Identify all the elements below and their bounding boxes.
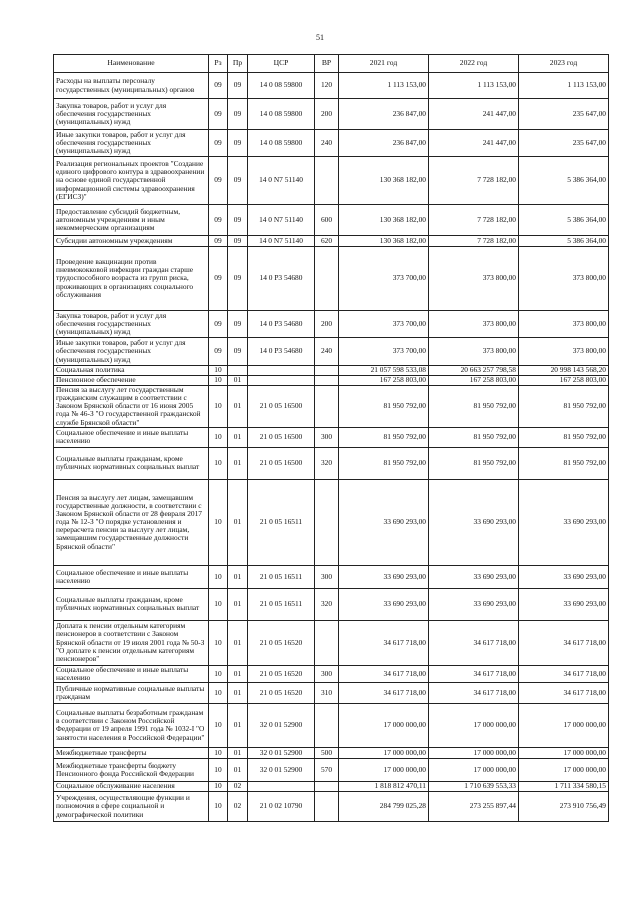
table-row: [54, 386, 609, 428]
row-name: Социальное обеспечение и иные выплаты населению: [54, 427, 209, 447]
row-2022: 7 728 182,00: [429, 205, 519, 236]
row-2023: 33 690 293,00: [519, 479, 609, 565]
row-vr: 310: [315, 682, 339, 703]
row-2021: 373 700,00: [339, 338, 429, 366]
row-csr: 21 0 05 16500: [248, 427, 315, 447]
table-row: [54, 447, 609, 479]
row-2022: 373 800,00: [429, 247, 519, 311]
row-2023: 81 950 792,00: [519, 427, 609, 447]
row-rz: 10: [209, 747, 228, 758]
row-vr: [315, 479, 339, 565]
row-name: Межбюджетные трансферты бюджету Пенсионного фонда Российской Федерации: [54, 758, 209, 781]
row-name: Закупка товаров, работ и услуг для обеспечения государственных (муниципальных) нужд: [54, 311, 209, 338]
header-pr: Пр: [228, 55, 248, 73]
row-pr: 01: [228, 758, 248, 781]
row-2023: 34 617 718,00: [519, 620, 609, 665]
row-2023: 373 800,00: [519, 311, 609, 338]
table-header-row: [54, 55, 609, 73]
row-2023: 81 950 792,00: [519, 447, 609, 479]
row-name: Пенсия за выслугу лет государственным гражданским служащим в соответствии с Законом Брянской области от 16 июня 2005 года № 46-З "О государственной гражданской службе Брянской области": [54, 386, 209, 428]
row-rz: 09: [209, 73, 228, 99]
row-2021: 21 057 598 533,08: [339, 366, 429, 376]
row-rz: 09: [209, 311, 228, 338]
row-pr: 09: [228, 99, 248, 130]
table-row: [54, 99, 609, 130]
table-row: [54, 479, 609, 565]
row-csr: 21 0 05 16520: [248, 682, 315, 703]
header-year-2023: 2023 год: [519, 55, 609, 73]
row-csr: 21 0 05 16500: [248, 447, 315, 479]
row-pr: 09: [228, 205, 248, 236]
row-pr: 09: [228, 157, 248, 205]
row-2021: 33 690 293,00: [339, 588, 429, 620]
row-csr: 21 0 05 16500: [248, 386, 315, 428]
row-2023: 34 617 718,00: [519, 682, 609, 703]
row-2022: 81 950 792,00: [429, 386, 519, 428]
row-2021: 81 950 792,00: [339, 447, 429, 479]
row-vr: 120: [315, 73, 339, 99]
row-pr: 01: [228, 386, 248, 428]
row-csr: 21 0 05 16511: [248, 479, 315, 565]
row-csr: 21 0 05 16511: [248, 565, 315, 588]
page-number: 51: [316, 33, 324, 42]
row-2022: 81 950 792,00: [429, 447, 519, 479]
row-rz: 10: [209, 366, 228, 376]
row-rz: 09: [209, 236, 228, 247]
row-vr: 500: [315, 747, 339, 758]
row-2023: 235 647,00: [519, 99, 609, 130]
row-vr: [315, 366, 339, 376]
header-year-2021: 2021 год: [339, 55, 429, 73]
row-csr: 14 0 N7 51140: [248, 236, 315, 247]
row-2023: 20 998 143 568,20: [519, 366, 609, 376]
row-2022: 17 000 000,00: [429, 703, 519, 747]
row-2023: 17 000 000,00: [519, 703, 609, 747]
row-2021: 373 700,00: [339, 247, 429, 311]
row-rz: 10: [209, 565, 228, 588]
row-vr: 240: [315, 130, 339, 157]
row-name: Закупка товаров, работ и услуг для обеспечения государственных (муниципальных) нужд: [54, 99, 209, 130]
row-2023: 1 113 153,00: [519, 73, 609, 99]
row-2023: 373 800,00: [519, 247, 609, 311]
row-name: Социальное обеспечение и иные выплаты населению: [54, 565, 209, 588]
row-name: Доплата к пенсии отдельным категориям пенсионеров в соответствии с Законом Брянской области от 19 июля 2001 года № 50-З "О доплате к пенсии отдельным категориям пенсионеров": [54, 620, 209, 665]
row-csr: 32 0 01 52900: [248, 747, 315, 758]
row-2022: 20 663 257 798,58: [429, 366, 519, 376]
row-csr: 32 0 01 52900: [248, 758, 315, 781]
row-pr: 01: [228, 620, 248, 665]
row-2021: 81 950 792,00: [339, 386, 429, 428]
table-row: [54, 247, 609, 311]
table-row: [54, 236, 609, 247]
row-csr: 14 0 P3 54680: [248, 311, 315, 338]
table-row: [54, 427, 609, 447]
row-rz: 09: [209, 99, 228, 130]
row-pr: 09: [228, 247, 248, 311]
header-vr: ВР: [315, 55, 339, 73]
row-pr: 09: [228, 73, 248, 99]
row-vr: 300: [315, 427, 339, 447]
row-2021: 1 113 153,00: [339, 73, 429, 99]
row-vr: [315, 791, 339, 821]
row-vr: [315, 703, 339, 747]
table-row: [54, 665, 609, 682]
row-2022: 373 800,00: [429, 338, 519, 366]
row-pr: 01: [228, 479, 248, 565]
row-2023: 373 800,00: [519, 338, 609, 366]
row-rz: 09: [209, 205, 228, 236]
row-csr: 21 0 05 16511: [248, 588, 315, 620]
row-csr: 21 0 05 16520: [248, 620, 315, 665]
table-row: [54, 747, 609, 758]
row-2022: 241 447,00: [429, 130, 519, 157]
row-2021: 1 818 812 470,11: [339, 781, 429, 791]
row-name: Реализация региональных проектов "Создание единого цифрового контура в здравоохранении на основе единой государственной информационной системы здравоохранения (ЕГИСЗ)": [54, 157, 209, 205]
row-2022: 81 950 792,00: [429, 427, 519, 447]
row-rz: 09: [209, 338, 228, 366]
row-rz: 09: [209, 130, 228, 157]
row-name: Иные закупки товаров, работ и услуг для обеспечения государственных (муниципальных) нужд: [54, 338, 209, 366]
row-2022: 34 617 718,00: [429, 620, 519, 665]
row-2021: 130 368 182,00: [339, 157, 429, 205]
row-csr: 21 0 05 16520: [248, 665, 315, 682]
row-csr: 14 0 N7 51140: [248, 157, 315, 205]
row-vr: 570: [315, 758, 339, 781]
row-2021: 17 000 000,00: [339, 703, 429, 747]
row-name: Учреждения, осуществляющие функции и полномочия в сфере социальной и демографической политики: [54, 791, 209, 821]
row-2023: 235 647,00: [519, 130, 609, 157]
row-2023: 1 711 334 580,15: [519, 781, 609, 791]
row-rz: 09: [209, 157, 228, 205]
row-pr: 02: [228, 791, 248, 821]
row-2021: 34 617 718,00: [339, 620, 429, 665]
row-csr: 14 0 N7 51140: [248, 205, 315, 236]
row-2021: 167 258 803,00: [339, 376, 429, 386]
row-pr: 01: [228, 703, 248, 747]
row-rz: 10: [209, 479, 228, 565]
row-vr: 620: [315, 236, 339, 247]
row-2022: 34 617 718,00: [429, 682, 519, 703]
table-row: [54, 791, 609, 821]
row-2023: 81 950 792,00: [519, 386, 609, 428]
row-2022: 241 447,00: [429, 99, 519, 130]
row-vr: [315, 376, 339, 386]
row-csr: 14 0 P3 54680: [248, 247, 315, 311]
table-row: [54, 376, 609, 386]
row-rz: 10: [209, 758, 228, 781]
row-name: Социальные выплаты гражданам, кроме публичных нормативных социальных выплат: [54, 447, 209, 479]
row-rz: 10: [209, 427, 228, 447]
row-2022: 7 728 182,00: [429, 236, 519, 247]
table-row: [54, 758, 609, 781]
row-name: Публичные нормативные социальные выплаты гражданам: [54, 682, 209, 703]
row-2023: 167 258 803,00: [519, 376, 609, 386]
budget-table: [53, 54, 609, 822]
row-name: Социальные выплаты гражданам, кроме публичных нормативных социальных выплат: [54, 588, 209, 620]
table-row: [54, 682, 609, 703]
row-rz: 10: [209, 791, 228, 821]
row-2022: 33 690 293,00: [429, 565, 519, 588]
row-2023: 17 000 000,00: [519, 747, 609, 758]
row-2022: 34 617 718,00: [429, 665, 519, 682]
table-row: [54, 588, 609, 620]
row-vr: 320: [315, 588, 339, 620]
row-2022: 1 113 153,00: [429, 73, 519, 99]
row-2021: 17 000 000,00: [339, 758, 429, 781]
row-rz: 10: [209, 781, 228, 791]
row-name: Социальные выплаты безработным гражданам в соответствии с Законом Российской Федерации от 19 апреля 1991 года № 1032-I "О занятости населения в Российской Федерации": [54, 703, 209, 747]
table-row: [54, 338, 609, 366]
table-row: [54, 130, 609, 157]
row-2021: 373 700,00: [339, 311, 429, 338]
row-rz: 10: [209, 682, 228, 703]
row-2023: 34 617 718,00: [519, 665, 609, 682]
row-name: Социальная политика: [54, 366, 209, 376]
row-csr: [248, 366, 315, 376]
table-row: [54, 703, 609, 747]
row-2021: 33 690 293,00: [339, 565, 429, 588]
header-year-2022: 2022 год: [429, 55, 519, 73]
row-csr: 14 0 08 59800: [248, 130, 315, 157]
row-2023: 273 910 756,49: [519, 791, 609, 821]
row-2022: 373 800,00: [429, 311, 519, 338]
row-2021: 81 950 792,00: [339, 427, 429, 447]
row-pr: 09: [228, 311, 248, 338]
row-name: Социальное обеспечение и иные выплаты населению: [54, 665, 209, 682]
row-pr: 01: [228, 665, 248, 682]
row-2022: 167 258 803,00: [429, 376, 519, 386]
row-vr: 240: [315, 338, 339, 366]
header-rz: Рз: [209, 55, 228, 73]
row-2023: 17 000 000,00: [519, 758, 609, 781]
table-row: [54, 157, 609, 205]
table-row: [54, 781, 609, 791]
row-2023: 5 386 364,00: [519, 205, 609, 236]
row-2021: 34 617 718,00: [339, 682, 429, 703]
row-pr: [228, 366, 248, 376]
row-vr: 200: [315, 311, 339, 338]
row-pr: 09: [228, 338, 248, 366]
row-pr: 01: [228, 565, 248, 588]
row-rz: 10: [209, 376, 228, 386]
row-rz: 10: [209, 386, 228, 428]
row-vr: [315, 620, 339, 665]
row-rz: 10: [209, 665, 228, 682]
row-csr: 14 0 08 59800: [248, 99, 315, 130]
row-vr: [315, 247, 339, 311]
row-rz: 10: [209, 703, 228, 747]
row-name: Пенсионное обеспечение: [54, 376, 209, 386]
row-2022: 273 255 897,44: [429, 791, 519, 821]
row-vr: [315, 386, 339, 428]
header-csr: ЦСР: [248, 55, 315, 73]
table-row: [54, 366, 609, 376]
row-2023: 5 386 364,00: [519, 157, 609, 205]
row-pr: 01: [228, 427, 248, 447]
row-name: Иные закупки товаров, работ и услуг для обеспечения государственных (муниципальных) нужд: [54, 130, 209, 157]
row-2022: 7 728 182,00: [429, 157, 519, 205]
row-rz: 10: [209, 588, 228, 620]
table-row: [54, 73, 609, 99]
row-2021: 17 000 000,00: [339, 747, 429, 758]
row-2023: 5 386 364,00: [519, 236, 609, 247]
row-2021: 130 368 182,00: [339, 236, 429, 247]
row-2022: 17 000 000,00: [429, 747, 519, 758]
row-csr: 32 0 01 52900: [248, 703, 315, 747]
row-pr: 01: [228, 682, 248, 703]
row-2021: 236 847,00: [339, 99, 429, 130]
row-pr: 01: [228, 588, 248, 620]
row-pr: 01: [228, 447, 248, 479]
row-vr: [315, 157, 339, 205]
table-row: [54, 311, 609, 338]
row-csr: [248, 781, 315, 791]
row-2021: 130 368 182,00: [339, 205, 429, 236]
row-pr: 09: [228, 130, 248, 157]
row-vr: 300: [315, 565, 339, 588]
row-name: Субсидии автономным учреждениям: [54, 236, 209, 247]
row-2023: 33 690 293,00: [519, 565, 609, 588]
row-2021: 34 617 718,00: [339, 665, 429, 682]
row-rz: 09: [209, 247, 228, 311]
row-2022: 1 710 639 553,33: [429, 781, 519, 791]
row-pr: 09: [228, 236, 248, 247]
row-2022: 33 690 293,00: [429, 479, 519, 565]
row-csr: 21 0 02 10790: [248, 791, 315, 821]
row-name: Проведение вакцинации против пневмококковой инфекции граждан старше трудоспособного возраста из групп риска, проживающих в организациях социального обслуживания: [54, 247, 209, 311]
row-csr: [248, 376, 315, 386]
row-pr: 01: [228, 376, 248, 386]
row-vr: 300: [315, 665, 339, 682]
row-pr: 02: [228, 781, 248, 791]
row-name: Социальное обслуживание населения: [54, 781, 209, 791]
row-2022: 33 690 293,00: [429, 588, 519, 620]
table-row: [54, 620, 609, 665]
row-2021: 284 799 025,28: [339, 791, 429, 821]
table-row: [54, 205, 609, 236]
row-2022: 17 000 000,00: [429, 758, 519, 781]
row-name: Пенсия за выслугу лет лицам, замещавшим государственные должности, в соответствии с Законом Брянской области от 28 февраля 2017 года № 12-З "О порядке установления и перерасчета пенсии за выслугу лет лицам, замещавшим государственные должности Брянской области": [54, 479, 209, 565]
header-name: Наименование: [54, 55, 209, 73]
row-rz: 10: [209, 620, 228, 665]
row-2021: 236 847,00: [339, 130, 429, 157]
row-csr: 14 0 P3 54680: [248, 338, 315, 366]
table-row: [54, 565, 609, 588]
row-vr: [315, 781, 339, 791]
row-name: Предоставление субсидий бюджетным, автономным учреждениям и иным некоммерческим организациям: [54, 205, 209, 236]
row-vr: 200: [315, 99, 339, 130]
row-rz: 10: [209, 447, 228, 479]
row-csr: 14 0 08 59800: [248, 73, 315, 99]
row-pr: 01: [228, 747, 248, 758]
row-name: Межбюджетные трансферты: [54, 747, 209, 758]
row-2021: 33 690 293,00: [339, 479, 429, 565]
row-2023: 33 690 293,00: [519, 588, 609, 620]
row-vr: 600: [315, 205, 339, 236]
row-vr: 320: [315, 447, 339, 479]
row-name: Расходы на выплаты персоналу государственных (муниципальных) органов: [54, 73, 209, 99]
